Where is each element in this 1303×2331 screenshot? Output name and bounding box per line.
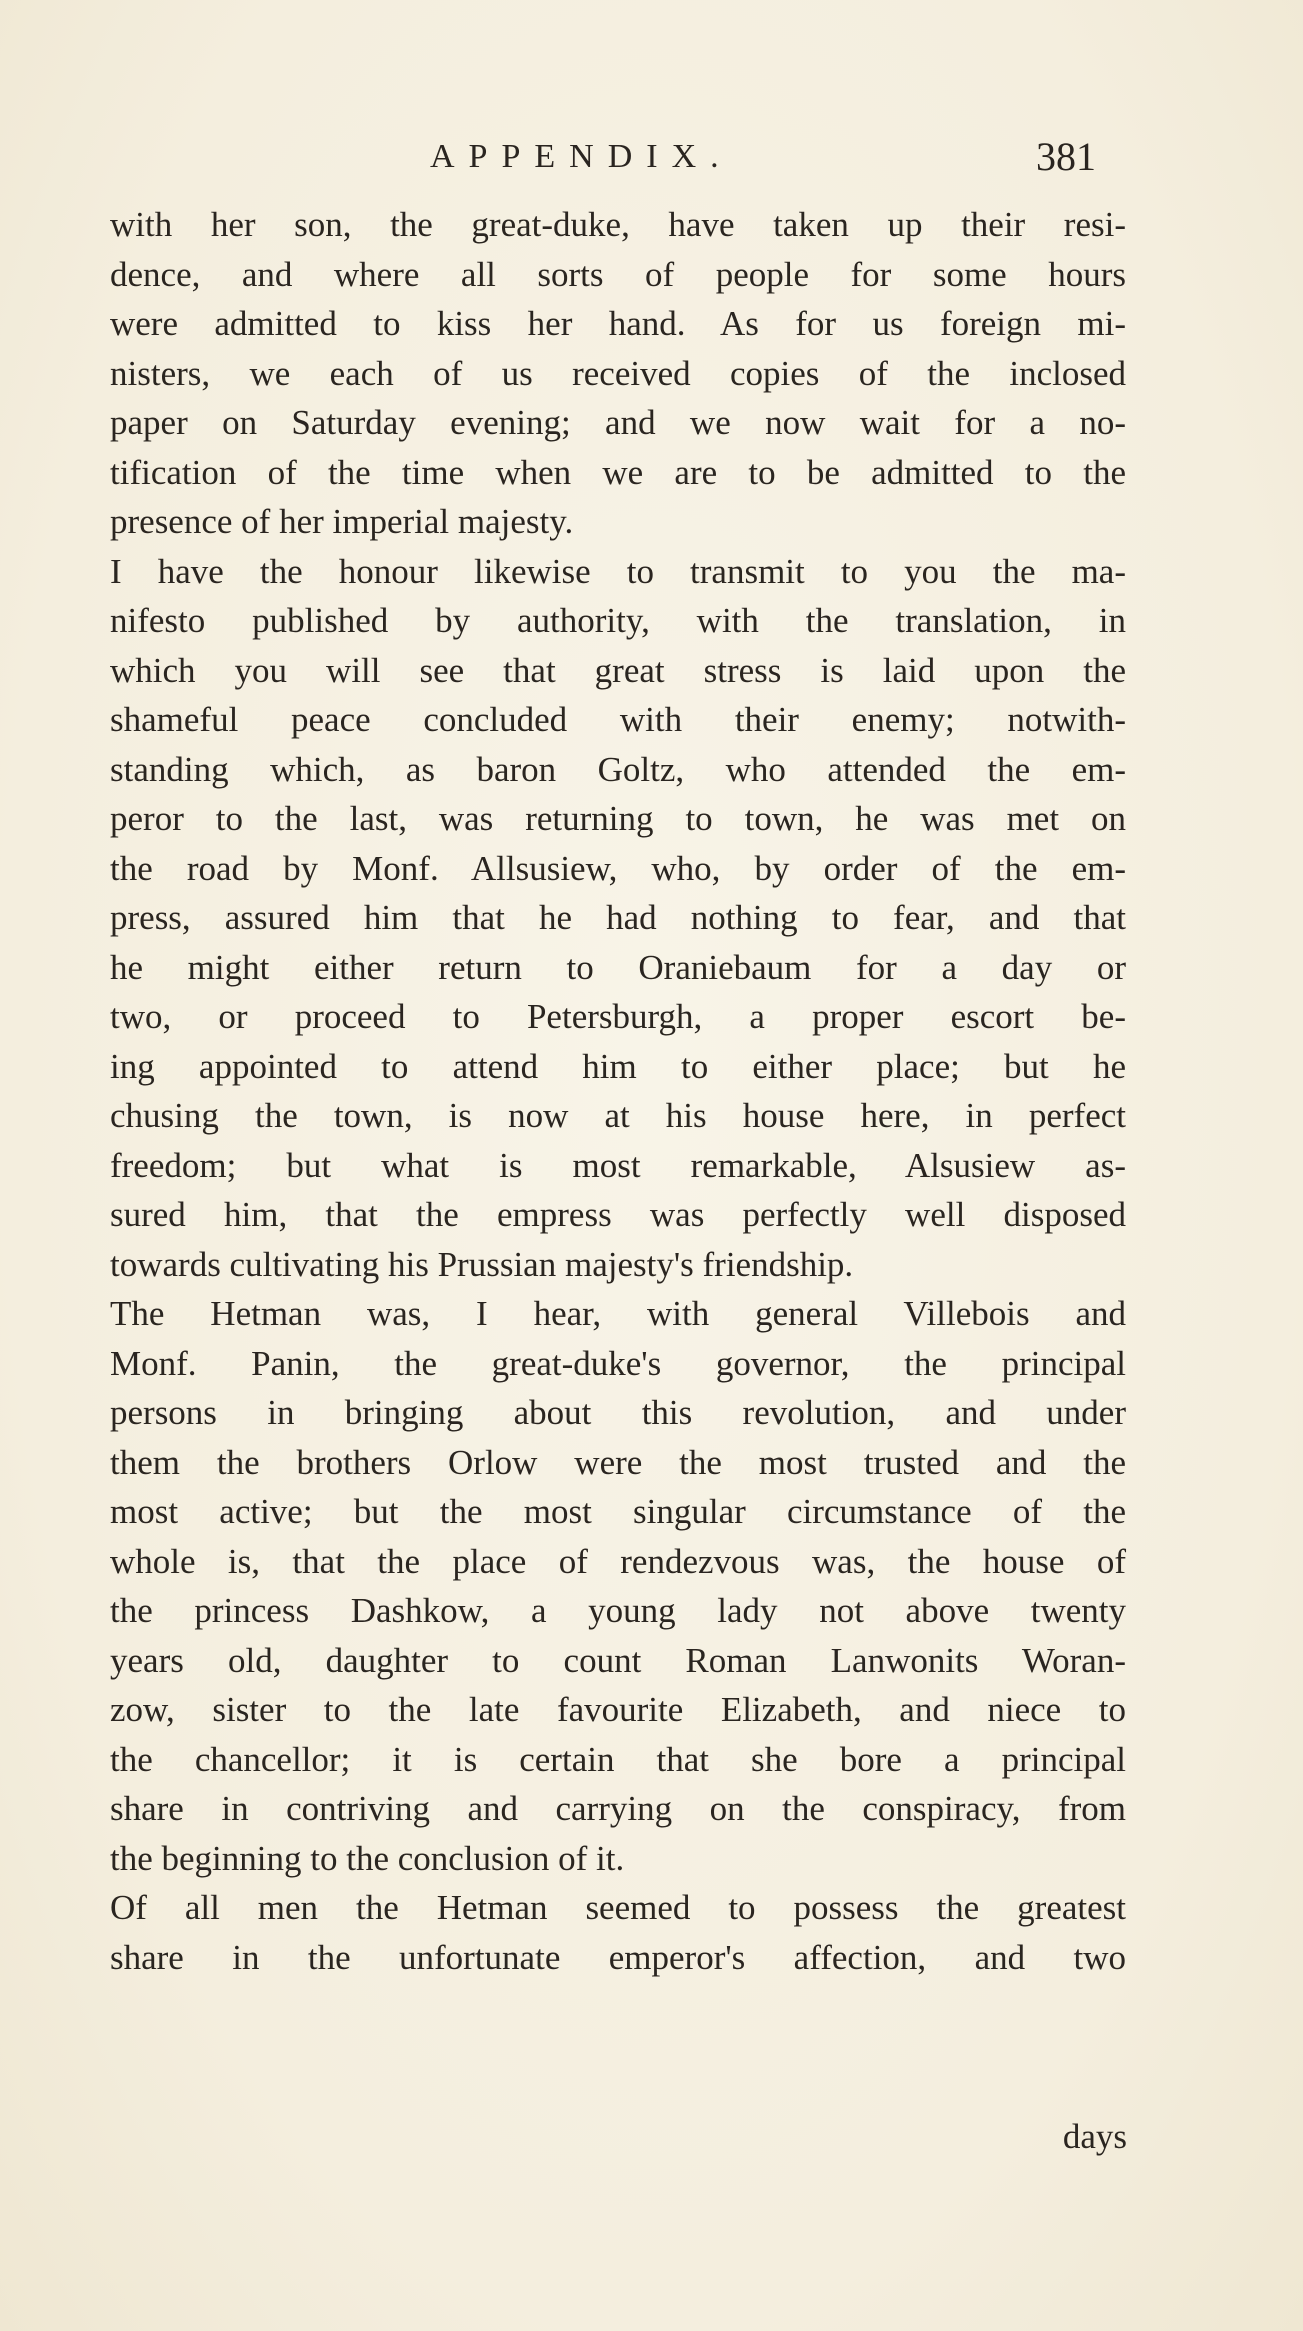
text-line: The Hetman was, I hear, with general Villebois and (110, 1294, 1126, 1333)
text-line: sured him, that the empress was perfectly well disposed (110, 1195, 1126, 1234)
text-line: nifesto published by authority, with the translation, in (110, 601, 1126, 640)
text-line: two, or proceed to Petersburgh, a proper escort be- (110, 997, 1126, 1036)
text-line: paper on Saturday evening; and we now wait for a no- (110, 403, 1126, 442)
text-line: whole is, that the place of rendezvous was, the house of (110, 1541, 1126, 1581)
text-line: with her son, the great-duke, have taken up their resi- (110, 205, 1126, 244)
text-line: the chancellor; it is certain that she bore a principal (110, 1739, 1126, 1779)
page-number: 381 (1036, 134, 1096, 179)
text-line: most active; but the most singular circumstance of the (110, 1492, 1126, 1531)
text-line: zow, sister to the late favourite Elizabeth, and niece to (110, 1690, 1126, 1729)
text-line: the princess Dashkow, a young lady not above twenty (110, 1591, 1126, 1630)
text-line: which you will see that great stress is laid upon the (110, 650, 1126, 690)
text-line: towards cultivating his Prussian majesty's friendship. (110, 1244, 854, 1284)
body-text (110, 200, 1126, 1982)
text-line: tification of the time when we are to be admitted to the (110, 452, 1126, 492)
text-line: share in contriving and carrying on the conspiracy, from (110, 1789, 1126, 1828)
text-line: share in the unfortunate emperor's affection, and two (110, 1937, 1126, 1977)
text-line: years old, daughter to count Roman Lanwonits Woran- (110, 1640, 1126, 1680)
text-line: ing appointed to attend him to either place; but he (110, 1046, 1126, 1086)
running-head (430, 132, 1096, 182)
text-line: peror to the last, was returning to town, he was met on (110, 799, 1126, 838)
text-line: persons in bringing about this revolution, and under (110, 1393, 1126, 1432)
text-line: freedom; but what is most remarkable, Alsusiew as- (110, 1145, 1126, 1185)
text-line: presence of her imperial majesty. (110, 502, 574, 541)
text-line: dence, and where all sorts of people for some hours (110, 254, 1126, 294)
text-line: the road by Monf. Allsusiew, who, by order of the em- (110, 848, 1126, 888)
text-line: the beginning to the conclusion of it. (110, 1838, 625, 1878)
text-line: chusing the town, is now at his house here, in perfect (110, 1096, 1126, 1135)
text-line: I have the honour likewise to transmit to you the ma- (110, 551, 1126, 591)
text-line: standing which, as baron Goltz, who attended the em- (110, 749, 1126, 789)
text-line: nisters, we each of us received copies of the inclosed (110, 353, 1126, 393)
catchword: days (1062, 2117, 1127, 2156)
text-line: he might either return to Oraniebaum for a day or (110, 947, 1126, 987)
text-line: were admitted to kiss her hand. As for us foreign mi- (110, 304, 1126, 343)
text-line: press, assured him that he had nothing to fear, and that (110, 898, 1126, 937)
running-title: APPENDIX. (430, 138, 733, 175)
text-line: Of all men the Hetman seemed to possess the greatest (110, 1888, 1126, 1927)
text-line: Monf. Panin, the great-duke's governor, the principal (110, 1343, 1126, 1383)
text-line: them the brothers Orlow were the most trusted and the (110, 1442, 1126, 1482)
text-line: shameful peace concluded with their enemy; notwith- (110, 700, 1126, 739)
